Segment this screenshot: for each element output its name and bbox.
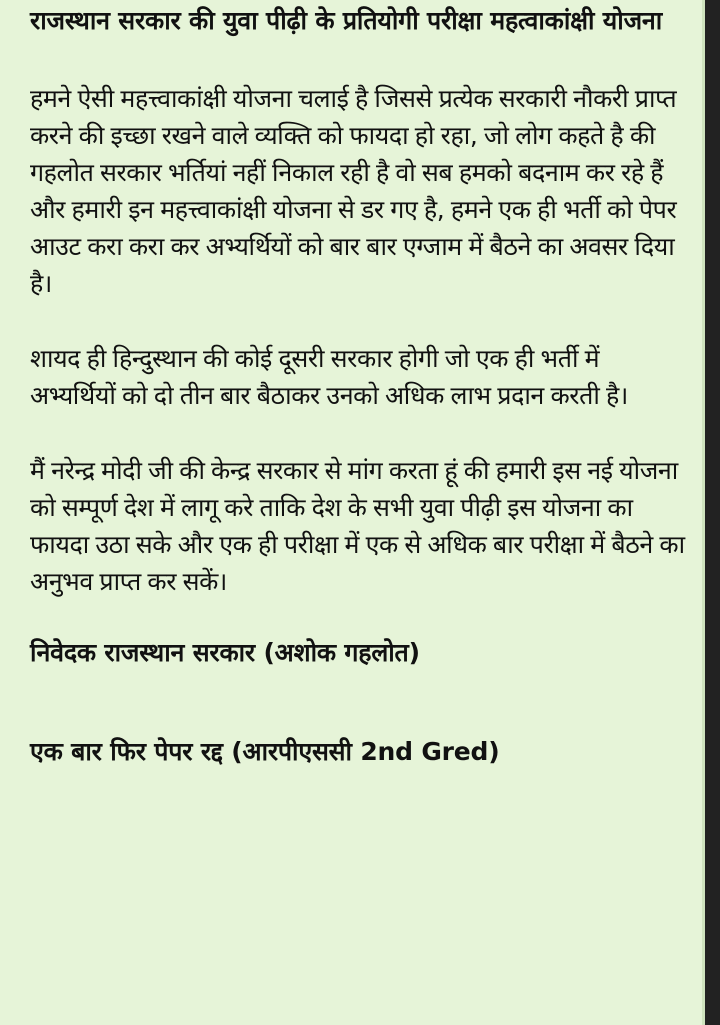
screen-edge (705, 0, 720, 1025)
signature-line: निवेदक राजस्थान सरकार (अशोक गहलोत) (30, 638, 420, 667)
footer-line: एक बार फिर पेपर रद्द (आरपीएससी 2nd Gred) (30, 737, 500, 766)
paragraph-2: शायद ही हिन्दुस्थान की कोई दूसरी सरकार होगी जो एक ही भर्ती में अभ्यर्थियों को दो तीन बार बैठाकर उनको अधिक लाभ प्रदान करती है। (30, 344, 628, 410)
paragraph-1: हमने ऐसी महत्त्वाकांक्षी योजना चलाई है जिससे प्रत्येक सरकारी नौकरी प्राप्त करने की इच्छा रखने वाले व्यक्ति को फायदा हो रहा, जो लोग कहते है की गहलोत सरकार भर्तियां नहीं निकाल रही है वो सब हमको बदनाम कर रहे हैं और हमारी इन महत्त्वाकांक्षी योजना से डर गए है, हमने एक ही भर्ती को पेपर आउट करा करा कर अभ्यर्थियों को बार बार एग्जाम में बैठने का अवसर दिया है। (30, 84, 677, 298)
paragraph-3: मैं नरेन्द्र मोदी जी की केन्द्र सरकार से मांग करता हूं की हमारी इस नई योजना को सम्पूर्ण देश में लागू करे ताकि देश के सभी युवा पीढ़ी इस योजना का फायदा उठा सके और एक ही परीक्षा में एक से अधिक बार परीक्षा में बैठने का अनुभव प्राप्त कर सकें। (30, 456, 685, 596)
document-title: राजस्थान सरकार की युवा पीढ़ी के प्रतियोगी परीक्षा महत्वाकांक्षी योजना (30, 6, 663, 35)
